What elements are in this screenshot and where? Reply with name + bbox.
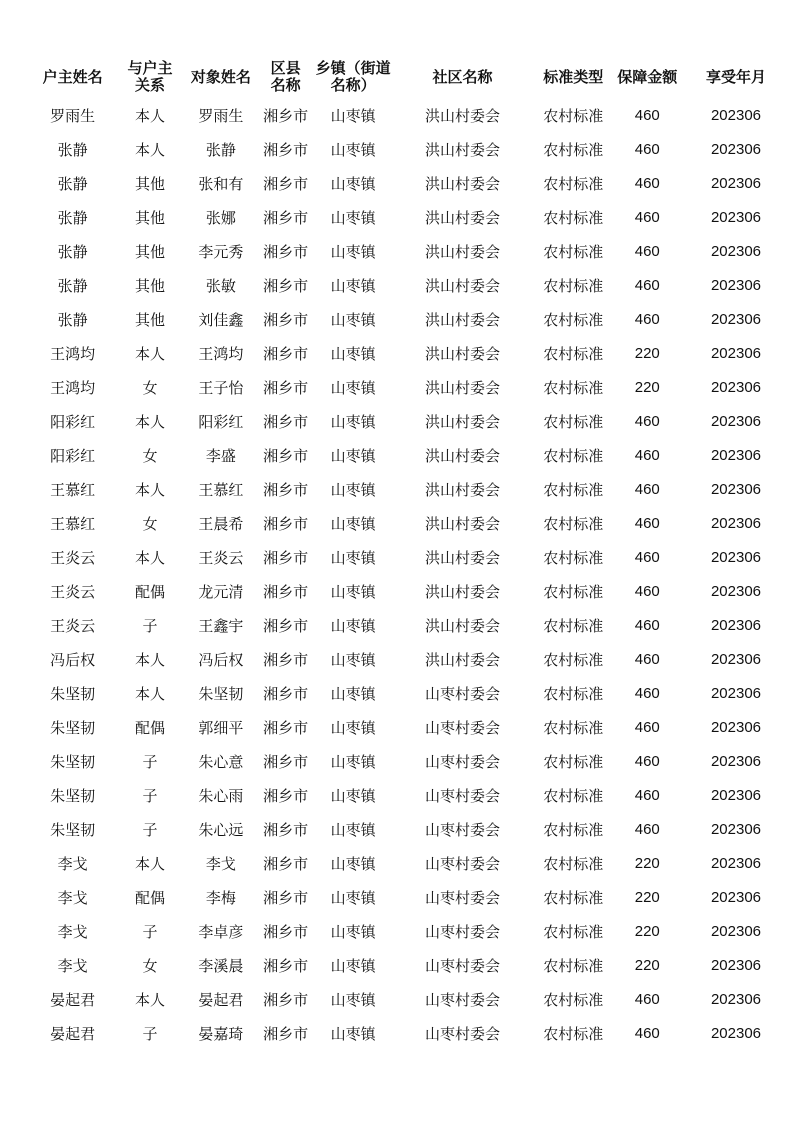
community-cell: 洪山村委会 bbox=[425, 344, 501, 363]
amount-cell: 460 bbox=[634, 650, 660, 668]
township-cell: 山枣镇 bbox=[330, 582, 376, 601]
township-cell: 山枣镇 bbox=[330, 616, 376, 635]
township-cell: 山枣镇 bbox=[330, 310, 376, 329]
household-head-cell: 李戈 bbox=[57, 854, 88, 873]
month-cell: 202306 bbox=[710, 310, 762, 328]
table-row bbox=[28, 234, 793, 268]
county-cell: 湘乡市 bbox=[263, 888, 309, 907]
amount-cell: 460 bbox=[634, 616, 660, 634]
township-cell: 山枣镇 bbox=[330, 446, 376, 465]
month-cell: 202306 bbox=[710, 412, 762, 430]
county-cell: 湘乡市 bbox=[263, 276, 309, 295]
community-cell: 洪山村委会 bbox=[425, 140, 501, 159]
standard-type-cell: 农村标准 bbox=[543, 242, 604, 261]
amount-cell: 460 bbox=[634, 582, 660, 600]
table-row bbox=[28, 1016, 793, 1050]
relation-cell: 配偶 bbox=[135, 888, 166, 907]
county-cell: 湘乡市 bbox=[263, 786, 309, 805]
recipient-name-cell: 李溪晨 bbox=[198, 956, 244, 975]
county-cell: 湘乡市 bbox=[263, 208, 309, 227]
standard-type-cell: 农村标准 bbox=[543, 106, 604, 125]
household-head-cell: 朱坚韧 bbox=[50, 820, 96, 839]
household-head-cell: 张静 bbox=[57, 276, 88, 295]
table-header-row bbox=[28, 56, 793, 98]
recipient-name-cell: 朱坚韧 bbox=[198, 684, 244, 703]
standard-type-cell: 农村标准 bbox=[543, 208, 604, 227]
county-cell: 湘乡市 bbox=[263, 990, 309, 1009]
county-cell: 湘乡市 bbox=[263, 820, 309, 839]
township-cell: 山枣镇 bbox=[330, 820, 376, 839]
standard-type-cell: 农村标准 bbox=[543, 718, 604, 737]
county-cell: 湘乡市 bbox=[263, 616, 309, 635]
relation-cell: 子 bbox=[142, 922, 158, 941]
month-cell: 202306 bbox=[710, 242, 762, 260]
township-cell: 山枣镇 bbox=[330, 514, 376, 533]
household-head-cell: 李戈 bbox=[57, 888, 88, 907]
recipient-name-cell: 朱心雨 bbox=[198, 786, 244, 805]
month-cell: 202306 bbox=[710, 888, 762, 906]
amount-cell: 220 bbox=[634, 378, 660, 396]
township-cell: 山枣镇 bbox=[330, 888, 376, 907]
table-row bbox=[28, 676, 793, 710]
month-cell: 202306 bbox=[710, 752, 762, 770]
assistance-roster-table bbox=[28, 56, 793, 1050]
household-head-cell: 朱坚韧 bbox=[50, 718, 96, 737]
table-row bbox=[28, 608, 793, 642]
relation-cell: 本人 bbox=[135, 412, 166, 431]
standard-type-cell: 农村标准 bbox=[543, 140, 604, 159]
household-head-cell: 王慕红 bbox=[50, 514, 96, 533]
community-cell: 洪山村委会 bbox=[425, 242, 501, 261]
county-cell: 湘乡市 bbox=[263, 378, 309, 397]
household-head-cell: 王鸿均 bbox=[50, 344, 96, 363]
township-cell: 山枣镇 bbox=[330, 786, 376, 805]
month-cell: 202306 bbox=[710, 956, 762, 974]
community-cell: 洪山村委会 bbox=[425, 650, 501, 669]
community-cell: 洪山村委会 bbox=[425, 514, 501, 533]
community-cell: 山枣村委会 bbox=[425, 718, 501, 737]
household-head-cell: 张静 bbox=[57, 242, 88, 261]
relation-cell: 子 bbox=[142, 752, 158, 771]
month-cell: 202306 bbox=[710, 344, 762, 362]
household-head-cell: 晏起君 bbox=[50, 990, 96, 1009]
relation-cell: 本人 bbox=[135, 106, 166, 125]
community-cell: 洪山村委会 bbox=[425, 174, 501, 193]
recipient-name-cell: 罗雨生 bbox=[198, 106, 244, 125]
amount-cell: 460 bbox=[634, 106, 660, 124]
township-cell: 山枣镇 bbox=[330, 412, 376, 431]
month-cell: 202306 bbox=[710, 378, 762, 396]
household-head-cell: 张静 bbox=[57, 310, 88, 329]
community-cell: 洪山村委会 bbox=[425, 106, 501, 125]
recipient-name-cell: 李戈 bbox=[205, 854, 236, 873]
recipient-name-cell: 张娜 bbox=[205, 208, 236, 227]
header-township: 乡镇（街道 名称） bbox=[315, 59, 391, 94]
recipient-name-cell: 张和有 bbox=[198, 174, 244, 193]
township-cell: 山枣镇 bbox=[330, 990, 376, 1009]
amount-cell: 220 bbox=[634, 956, 660, 974]
table-row bbox=[28, 846, 793, 880]
community-cell: 洪山村委会 bbox=[425, 616, 501, 635]
month-cell: 202306 bbox=[710, 548, 762, 566]
county-cell: 湘乡市 bbox=[263, 854, 309, 873]
township-cell: 山枣镇 bbox=[330, 242, 376, 261]
standard-type-cell: 农村标准 bbox=[543, 344, 604, 363]
amount-cell: 220 bbox=[634, 922, 660, 940]
header-community: 社区名称 bbox=[432, 67, 493, 86]
table-row bbox=[28, 132, 793, 166]
recipient-name-cell: 王鑫宇 bbox=[198, 616, 244, 635]
county-cell: 湘乡市 bbox=[263, 650, 309, 669]
community-cell: 洪山村委会 bbox=[425, 310, 501, 329]
township-cell: 山枣镇 bbox=[330, 140, 376, 159]
county-cell: 湘乡市 bbox=[263, 514, 309, 533]
standard-type-cell: 农村标准 bbox=[543, 820, 604, 839]
township-cell: 山枣镇 bbox=[330, 378, 376, 397]
township-cell: 山枣镇 bbox=[330, 1024, 376, 1043]
amount-cell: 460 bbox=[634, 684, 660, 702]
standard-type-cell: 农村标准 bbox=[543, 854, 604, 873]
county-cell: 湘乡市 bbox=[263, 412, 309, 431]
community-cell: 山枣村委会 bbox=[425, 820, 501, 839]
header-amount: 保障金额 bbox=[617, 67, 678, 86]
township-cell: 山枣镇 bbox=[330, 208, 376, 227]
month-cell: 202306 bbox=[710, 718, 762, 736]
table-row bbox=[28, 472, 793, 506]
recipient-name-cell: 王子怡 bbox=[198, 378, 244, 397]
county-cell: 湘乡市 bbox=[263, 480, 309, 499]
county-cell: 湘乡市 bbox=[263, 446, 309, 465]
table-row bbox=[28, 404, 793, 438]
county-cell: 湘乡市 bbox=[263, 140, 309, 159]
community-cell: 山枣村委会 bbox=[425, 990, 501, 1009]
household-head-cell: 朱坚韧 bbox=[50, 684, 96, 703]
relation-cell: 本人 bbox=[135, 990, 166, 1009]
township-cell: 山枣镇 bbox=[330, 174, 376, 193]
table-row bbox=[28, 812, 793, 846]
table-row bbox=[28, 506, 793, 540]
month-cell: 202306 bbox=[710, 106, 762, 124]
amount-cell: 460 bbox=[634, 208, 660, 226]
amount-cell: 460 bbox=[634, 786, 660, 804]
standard-type-cell: 农村标准 bbox=[543, 174, 604, 193]
month-cell: 202306 bbox=[710, 208, 762, 226]
relation-cell: 本人 bbox=[135, 548, 166, 567]
county-cell: 湘乡市 bbox=[263, 242, 309, 261]
standard-type-cell: 农村标准 bbox=[543, 446, 604, 465]
household-head-cell: 王鸿均 bbox=[50, 378, 96, 397]
community-cell: 洪山村委会 bbox=[425, 208, 501, 227]
community-cell: 洪山村委会 bbox=[425, 446, 501, 465]
amount-cell: 220 bbox=[634, 888, 660, 906]
township-cell: 山枣镇 bbox=[330, 956, 376, 975]
household-head-cell: 罗雨生 bbox=[50, 106, 96, 125]
community-cell: 山枣村委会 bbox=[425, 854, 501, 873]
standard-type-cell: 农村标准 bbox=[543, 582, 604, 601]
township-cell: 山枣镇 bbox=[330, 752, 376, 771]
household-head-cell: 阳彩红 bbox=[50, 446, 96, 465]
recipient-name-cell: 朱心意 bbox=[198, 752, 244, 771]
standard-type-cell: 农村标准 bbox=[543, 616, 604, 635]
header-county: 区县 名称 bbox=[270, 59, 301, 94]
county-cell: 湘乡市 bbox=[263, 548, 309, 567]
table-row bbox=[28, 336, 793, 370]
table-row bbox=[28, 948, 793, 982]
county-cell: 湘乡市 bbox=[263, 1024, 309, 1043]
community-cell: 洪山村委会 bbox=[425, 412, 501, 431]
relation-cell: 其他 bbox=[135, 276, 166, 295]
standard-type-cell: 农村标准 bbox=[543, 276, 604, 295]
standard-type-cell: 农村标准 bbox=[543, 1024, 604, 1043]
recipient-name-cell: 晏嘉琦 bbox=[198, 1024, 244, 1043]
household-head-cell: 朱坚韧 bbox=[50, 786, 96, 805]
amount-cell: 460 bbox=[634, 412, 660, 430]
county-cell: 湘乡市 bbox=[263, 106, 309, 125]
recipient-name-cell: 张静 bbox=[205, 140, 236, 159]
relation-cell: 子 bbox=[142, 616, 158, 635]
household-head-cell: 王炎云 bbox=[50, 582, 96, 601]
county-cell: 湘乡市 bbox=[263, 344, 309, 363]
amount-cell: 220 bbox=[634, 344, 660, 362]
month-cell: 202306 bbox=[710, 990, 762, 1008]
recipient-name-cell: 龙元清 bbox=[198, 582, 244, 601]
header-month: 享受年月 bbox=[706, 67, 767, 86]
standard-type-cell: 农村标准 bbox=[543, 310, 604, 329]
month-cell: 202306 bbox=[710, 922, 762, 940]
county-cell: 湘乡市 bbox=[263, 310, 309, 329]
relation-cell: 其他 bbox=[135, 310, 166, 329]
recipient-name-cell: 张敏 bbox=[205, 276, 236, 295]
township-cell: 山枣镇 bbox=[330, 480, 376, 499]
recipient-name-cell: 李元秀 bbox=[198, 242, 244, 261]
header-household-head: 户主姓名 bbox=[42, 67, 103, 86]
community-cell: 山枣村委会 bbox=[425, 786, 501, 805]
community-cell: 山枣村委会 bbox=[425, 922, 501, 941]
household-head-cell: 张静 bbox=[57, 174, 88, 193]
community-cell: 洪山村委会 bbox=[425, 378, 501, 397]
recipient-name-cell: 郭细平 bbox=[198, 718, 244, 737]
amount-cell: 460 bbox=[634, 514, 660, 532]
township-cell: 山枣镇 bbox=[330, 276, 376, 295]
table-row bbox=[28, 982, 793, 1016]
standard-type-cell: 农村标准 bbox=[543, 548, 604, 567]
household-head-cell: 李戈 bbox=[57, 956, 88, 975]
month-cell: 202306 bbox=[710, 786, 762, 804]
household-head-cell: 王慕红 bbox=[50, 480, 96, 499]
header-recipient-name: 对象姓名 bbox=[190, 67, 251, 86]
county-cell: 湘乡市 bbox=[263, 582, 309, 601]
amount-cell: 460 bbox=[634, 1024, 660, 1042]
township-cell: 山枣镇 bbox=[330, 344, 376, 363]
month-cell: 202306 bbox=[710, 820, 762, 838]
amount-cell: 460 bbox=[634, 140, 660, 158]
amount-cell: 460 bbox=[634, 242, 660, 260]
township-cell: 山枣镇 bbox=[330, 922, 376, 941]
month-cell: 202306 bbox=[710, 854, 762, 872]
standard-type-cell: 农村标准 bbox=[543, 412, 604, 431]
household-head-cell: 李戈 bbox=[57, 922, 88, 941]
relation-cell: 其他 bbox=[135, 174, 166, 193]
month-cell: 202306 bbox=[710, 276, 762, 294]
table-row bbox=[28, 540, 793, 574]
standard-type-cell: 农村标准 bbox=[543, 684, 604, 703]
relation-cell: 其他 bbox=[135, 242, 166, 261]
month-cell: 202306 bbox=[710, 514, 762, 532]
relation-cell: 本人 bbox=[135, 650, 166, 669]
header-relation: 与户主 关系 bbox=[127, 59, 173, 94]
standard-type-cell: 农村标准 bbox=[543, 514, 604, 533]
recipient-name-cell: 李梅 bbox=[205, 888, 236, 907]
standard-type-cell: 农村标准 bbox=[543, 480, 604, 499]
table-row bbox=[28, 98, 793, 132]
county-cell: 湘乡市 bbox=[263, 174, 309, 193]
amount-cell: 220 bbox=[634, 854, 660, 872]
standard-type-cell: 农村标准 bbox=[543, 378, 604, 397]
table-row bbox=[28, 438, 793, 472]
amount-cell: 460 bbox=[634, 480, 660, 498]
table-row bbox=[28, 710, 793, 744]
table-row bbox=[28, 200, 793, 234]
month-cell: 202306 bbox=[710, 616, 762, 634]
standard-type-cell: 农村标准 bbox=[543, 956, 604, 975]
community-cell: 洪山村委会 bbox=[425, 276, 501, 295]
amount-cell: 460 bbox=[634, 446, 660, 464]
household-head-cell: 冯后权 bbox=[50, 650, 96, 669]
relation-cell: 本人 bbox=[135, 684, 166, 703]
standard-type-cell: 农村标准 bbox=[543, 752, 604, 771]
month-cell: 202306 bbox=[710, 480, 762, 498]
amount-cell: 460 bbox=[634, 990, 660, 1008]
amount-cell: 460 bbox=[634, 718, 660, 736]
community-cell: 洪山村委会 bbox=[425, 548, 501, 567]
recipient-name-cell: 刘佳鑫 bbox=[198, 310, 244, 329]
recipient-name-cell: 王炎云 bbox=[198, 548, 244, 567]
recipient-name-cell: 李盛 bbox=[205, 446, 236, 465]
month-cell: 202306 bbox=[710, 446, 762, 464]
township-cell: 山枣镇 bbox=[330, 854, 376, 873]
relation-cell: 女 bbox=[142, 514, 158, 533]
table-row bbox=[28, 914, 793, 948]
standard-type-cell: 农村标准 bbox=[543, 786, 604, 805]
relation-cell: 配偶 bbox=[135, 718, 166, 737]
relation-cell: 本人 bbox=[135, 140, 166, 159]
county-cell: 湘乡市 bbox=[263, 684, 309, 703]
header-standard-type: 标准类型 bbox=[543, 67, 604, 86]
community-cell: 洪山村委会 bbox=[425, 480, 501, 499]
relation-cell: 子 bbox=[142, 786, 158, 805]
month-cell: 202306 bbox=[710, 174, 762, 192]
relation-cell: 其他 bbox=[135, 208, 166, 227]
township-cell: 山枣镇 bbox=[330, 650, 376, 669]
county-cell: 湘乡市 bbox=[263, 922, 309, 941]
amount-cell: 460 bbox=[634, 310, 660, 328]
relation-cell: 本人 bbox=[135, 344, 166, 363]
table-row bbox=[28, 268, 793, 302]
table-row bbox=[28, 778, 793, 812]
amount-cell: 460 bbox=[634, 752, 660, 770]
community-cell: 山枣村委会 bbox=[425, 1024, 501, 1043]
table-row bbox=[28, 302, 793, 336]
standard-type-cell: 农村标准 bbox=[543, 922, 604, 941]
recipient-name-cell: 王慕红 bbox=[198, 480, 244, 499]
month-cell: 202306 bbox=[710, 1024, 762, 1042]
township-cell: 山枣镇 bbox=[330, 106, 376, 125]
recipient-name-cell: 阳彩红 bbox=[198, 412, 244, 431]
household-head-cell: 王炎云 bbox=[50, 616, 96, 635]
household-head-cell: 阳彩红 bbox=[50, 412, 96, 431]
township-cell: 山枣镇 bbox=[330, 718, 376, 737]
month-cell: 202306 bbox=[710, 582, 762, 600]
recipient-name-cell: 李卓彦 bbox=[198, 922, 244, 941]
household-head-cell: 张静 bbox=[57, 208, 88, 227]
county-cell: 湘乡市 bbox=[263, 718, 309, 737]
relation-cell: 配偶 bbox=[135, 582, 166, 601]
community-cell: 山枣村委会 bbox=[425, 956, 501, 975]
table-row bbox=[28, 370, 793, 404]
relation-cell: 子 bbox=[142, 1024, 158, 1043]
table-body bbox=[28, 98, 793, 1050]
standard-type-cell: 农村标准 bbox=[543, 990, 604, 1009]
township-cell: 山枣镇 bbox=[330, 548, 376, 567]
amount-cell: 460 bbox=[634, 276, 660, 294]
county-cell: 湘乡市 bbox=[263, 956, 309, 975]
community-cell: 山枣村委会 bbox=[425, 752, 501, 771]
table-row bbox=[28, 642, 793, 676]
standard-type-cell: 农村标准 bbox=[543, 650, 604, 669]
table-row bbox=[28, 574, 793, 608]
amount-cell: 460 bbox=[634, 174, 660, 192]
township-cell: 山枣镇 bbox=[330, 684, 376, 703]
relation-cell: 本人 bbox=[135, 854, 166, 873]
household-head-cell: 晏起君 bbox=[50, 1024, 96, 1043]
recipient-name-cell: 冯后权 bbox=[198, 650, 244, 669]
community-cell: 山枣村委会 bbox=[425, 888, 501, 907]
recipient-name-cell: 朱心远 bbox=[198, 820, 244, 839]
standard-type-cell: 农村标准 bbox=[543, 888, 604, 907]
community-cell: 洪山村委会 bbox=[425, 582, 501, 601]
community-cell: 山枣村委会 bbox=[425, 684, 501, 703]
month-cell: 202306 bbox=[710, 140, 762, 158]
month-cell: 202306 bbox=[710, 684, 762, 702]
county-cell: 湘乡市 bbox=[263, 752, 309, 771]
table-row bbox=[28, 166, 793, 200]
recipient-name-cell: 晏起君 bbox=[198, 990, 244, 1009]
relation-cell: 子 bbox=[142, 820, 158, 839]
amount-cell: 460 bbox=[634, 820, 660, 838]
relation-cell: 女 bbox=[142, 956, 158, 975]
household-head-cell: 张静 bbox=[57, 140, 88, 159]
month-cell: 202306 bbox=[710, 650, 762, 668]
amount-cell: 460 bbox=[634, 548, 660, 566]
relation-cell: 女 bbox=[142, 446, 158, 465]
household-head-cell: 王炎云 bbox=[50, 548, 96, 567]
table-row bbox=[28, 744, 793, 778]
relation-cell: 女 bbox=[142, 378, 158, 397]
recipient-name-cell: 王鸿均 bbox=[198, 344, 244, 363]
table-row bbox=[28, 880, 793, 914]
recipient-name-cell: 王晨希 bbox=[198, 514, 244, 533]
household-head-cell: 朱坚韧 bbox=[50, 752, 96, 771]
relation-cell: 本人 bbox=[135, 480, 166, 499]
